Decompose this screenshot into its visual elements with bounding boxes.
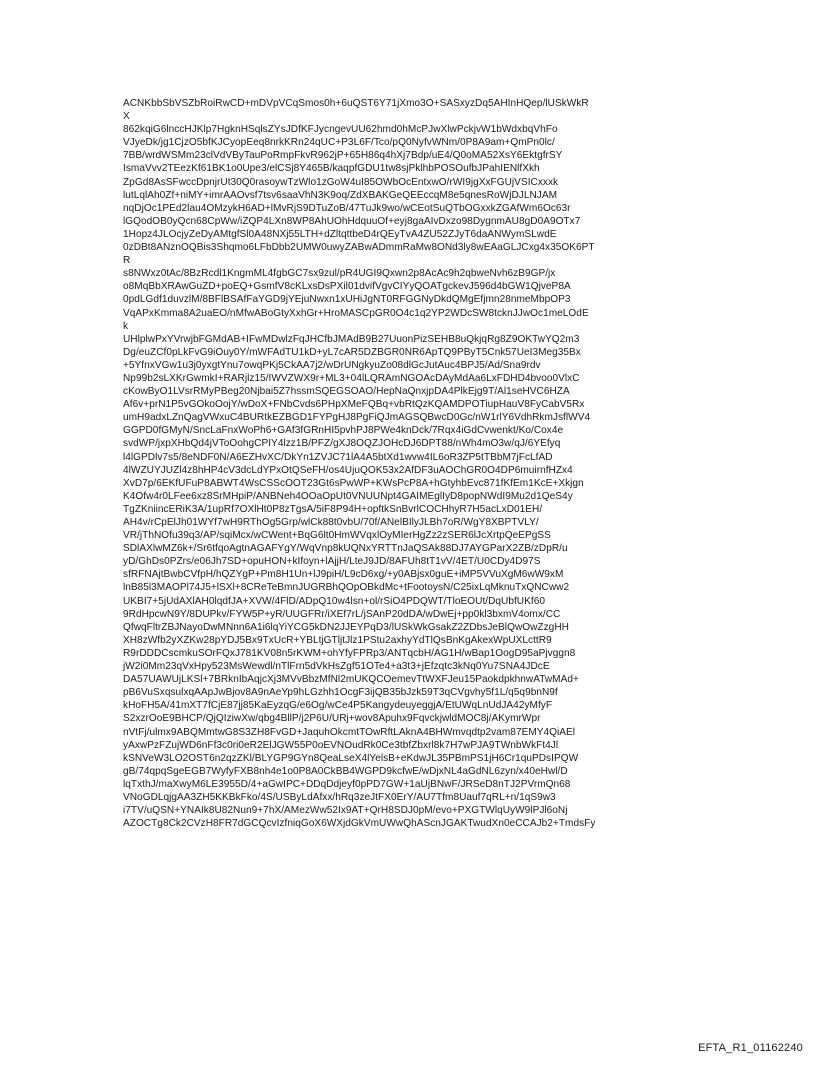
text-line: nqDjOc1PEd2lau4OMzykH6AD+lMvRjS9DTuZoB/47TuJk9wo/wCEotSuQTbOGxxkZGAfWm6Oc63r [123, 202, 571, 214]
text-line: 862kqiG6lnccHJKlp7HgknHSqlsZYsJDfKFJycngevUU62hmd0hMcPJwXlwPckjvW1bWdxbqVhFo [123, 124, 558, 136]
text-line: 1Hopz4JLOcjyZeDyAMtgfSl0A48NXj55LTH+dZltqttbeD4rQEyTvA4ZU52ZJyT6daANWymSLwdE [123, 228, 557, 240]
document-id-stamp: EFTA_R1_01162240 [698, 1042, 803, 1054]
text-line: UKBI7+5jUdAXlAH0lqdfJA+XVW/4FlD/ADpQ10w4lsn+ol/rSiO4PDQWT/TloEOUt/DqUbfUKf60 [123, 595, 545, 607]
text-line: i7TV/uQSN+YNAIk8U82Nun9+7hX/AMezWw52Ix9AT+QrH8SDJ0pM/evo+PXGTWlqUyW9lPJl6oNj [123, 805, 568, 817]
text-line: VqAPxKmma8A2uaEO/nMfwABoGtyXxhGr+HroMASCpGR0O4c1q2YP2WDcSW8tcknJJwOc1meLOdE [123, 307, 589, 319]
text-line: pB6VuSxqsulxqAApJwBjov8A9nAeYp9hLGzhh1OcgF3ijQB35bJzk59T3qCVgvhy5f1L/q5q9bnN9f [123, 687, 558, 699]
text-line: SDlAXlwMZ6k+/Sr6tfqoAgtnAGAFYgY/WqVnp8kUQNxYRTTnJaQSAk88DJ7AYGParX2ZB/zDpR/u [123, 543, 568, 555]
text-line: k [123, 320, 129, 332]
text-line: AZOCTg8Ck2CVzH8FR7dGCQcvIzfniqGoX6WXjdGkVmUWwQhAScnJGAKTwudXn0eCCAJb2+TmdsFy [123, 818, 596, 830]
text-line: lqTxthJ/maXwyM6LE3955D/4+aGwIPC+DDqDdjeyf0pPD7GW+1aUjBNwF/JRSeD8nTJ2PVrmQn68 [123, 778, 571, 790]
text-line: ACNKbbSbVSZbRoiRwCD+mDVpVCqSmos0h+6uQST6Y71jXmo3O+SASxyzDq5AHInHQep/lUSkWkR [123, 98, 589, 109]
text-line: cKowByO1LVsrRMyPBeg20Njbai5Z7hssmSQEGSOAO/HepNaQnxjpDA4PlkEjg9T/Al1seHVC6HZA [123, 386, 570, 398]
text-line: Dg/euZCf0pLkFvG9iOuy0Y/mWFAdTU1kD+yL7cAR5DZBGR0NR6ApTQ9PByT5Cnk57UeI3Meg35Bx [123, 346, 581, 358]
text-line: jW2i0Mm23qVxHpy523MsWewdl/nTlFrn5dVkHsZgf51OTe4+a3t3+jEfzqtc3kNq0Yu7SNA4JDcE [123, 661, 550, 673]
text-line: Np99b2sLXKrGwmkI+RARjlz15/IWVZWX9r+ML3+04lLQRAmNGOAcDAyMdAa6LxFDHD4bvoo0VlxC [123, 372, 580, 384]
text-line: R9rDDDCscmkuSOrFQxJ781KV08n5rKWM+ohYfyFPRp3/ANTqcbH/AG1H/wBap1OogD95aPjvggn8 [123, 647, 576, 659]
text-line: yAxwPzFZujWD6nFf3c0ri0eR2ElJGW55P0oEVNOudRk0Ce3tbfZbxrl8k7H7wPJA9TWnbWkFt4Jl [123, 739, 559, 751]
text-line: QfwqFltrZBJNayoDwMNnn6A1i6lqYiYCG5kDN2JJEYPqD3/lUSkWkGsakZ2ZDbsJeBlQwOwZzgHH [123, 621, 569, 633]
text-line: 7BB/wrdWSMm23clVdVByTauPoRmpFkvR962jP+65H86q4hXj7Bdp/uE4/Q0oMA52XsY6EktgfrSY [123, 150, 563, 162]
text-line: 0pdLGdf1duvzlM/8BFlBSAfFaYGD9jYEjuNwxn1xUHiJgNT0RFGGNyDkdQMgEfjmn28nmeMbpOP3 [123, 294, 571, 306]
text-line: XvD7p/6EKfUFuP8ABWT4WsCSScOOT23Gt6sPwWP+KWsPcP8A+hGtyhbEvc871fKfEm1KcE+Xkjgn [123, 477, 584, 489]
text-line: lnB85l3MAOPl74J5+lSXl+8CReTeBmnJUGRBhQOpOBkdMc+tFootoysN/C25ixLqMknuTxQNCww2 [123, 582, 570, 594]
text-line: K4Ofw4r0LFee6xz8SrMHpiP/ANBNeh4OOaOpUt0VNUUNpt4GAIMEglIyD8popNWdI9Mu2d1QeS4y [123, 490, 573, 502]
text-line: IsmaVvv2TEezKf61BK1o0Upe3/elCSj8Y465B/kaqpfGDU1tw8sjPklhbPOSOufbJPahIENlfXkh [123, 163, 540, 175]
text-line: 0zDBt8ANznOQBis3Shqmo6LFbDbb2UMW0uwyZABwADmmRaMw8ONd3ly8wEAaGLJCxg4x35OK6PT [123, 242, 595, 254]
text-line: l4lGPDlv7s5/8eNDF0N/A6EZHvXC/DkYn1ZVJC71lA4A5btXd1wvw4IL6oR3ZP5tTBbM7jFcLfAD [123, 451, 553, 463]
text-line: kHoFH5A/41mXT7fCjE87jj85KaEyzqG/e6Og/wCe4P5KangydeuyeggjA/EtUWqLnUdJA42yMfyF [123, 700, 553, 712]
text-line: svdWP/jxpXHbQd4jVToOohgCPIY4lzz1B/PFZ/gXJ8OQZJOHcDJ6DPT88/nWh4mO3w/qJ/6YEfyq [123, 438, 561, 450]
text-line: AH4v/rCpElJh01WYf7wH9RThOg5Grp/wlCk88t0vbU/70f/ANelBIlyJLBh7oR/WgY8XBPTVLY/ [123, 517, 539, 528]
text-line: kSNVeW3LO2OST6n2qzZKl/BLYGP9GYn8QeaLseX4lYelsB+eKdwJL35PBmPS1jH6Cr1quPDsIPQW [123, 752, 579, 764]
text-line: lutLqlAh0Zf+niMY+imrAAOvsf7tsv6saaVhN3K9oq/ZdXBAKGeQEEccqM8e5qnesRoWjDJLNJAM [123, 189, 558, 201]
text-line: sfRFNAjtBwbCVfpH/hQZYgP+Pm8H1Un+lJ9piH/L9cD6xg/+y0ABjsx0guE+iMP5VVuXgM6wW9xM [123, 569, 564, 581]
text-line: s8NWxz0tAc/8BzRcdl1KngmML4fgbGC7sx9zul/pR4UGI9Qxwn2p8AcAc9h2qbweNvh6zB9GP/jx [123, 268, 556, 280]
text-line: TgZKniincERiK3A/1upRf7OXlHt0P8zTgsA/5iF8P94H+opftkSnBvrlCOCHhyR7H5acLxD01EH/ [123, 503, 543, 515]
text-line: XH8zWfb2yXZKw28pYDJ5Bx9TxUcR+YBLtjGTljtJlz1PStu2axhyYdTlQsBnKgAkexWpUXLcttR9 [123, 634, 552, 646]
text-line: VJyeDk/jg1CjzO5bfKJCyopEeq8nrkKRn24qUC+P3L6F/Tco/pQ0NyfvWNm/0P8A9am+QmPn0lc/ [123, 137, 555, 149]
text-line: 4lWZUYJUZl4z8hHP4cV3dcLdYPxOtQSeFH/os4UjuQOK53x2AfDF3uAOChGR0O4DP6muirnfHZx4 [123, 464, 573, 476]
text-line: lGQodOB0yQcn68CpWw/iZQP4LXn8WP8AhUOhHdquuOf+eyj8gaAIvDxzo98DygnmAU8gD0A9OTx7 [123, 215, 581, 227]
encoded-text-block [123, 97, 803, 830]
text-line: VR/jThNOfu39q3/AP/sqiMcx/wCWent+BqG6lt0HmWVqxlOyMIerHgZz2zSER6lJcXrtpQeEPgSS [123, 530, 551, 542]
text-line: ZpGd8AsSFwccDpnjrUt30Q0rasoywTzWlo1zGoW4uI85OWbOcEntxwO/rWI9jgXxFGUjVSICxxxk [123, 176, 559, 188]
text-line: X [123, 111, 130, 123]
text-line: 9RdHpcwN9Y/8DUPkv/FYW5P+yR/UUGFRr/iXEf7rL/jSAnP20dDA/wDwEj+pp0kl3bxmV4omx/CC [123, 608, 561, 620]
text-line: R [123, 255, 131, 267]
text-line: GGPD0fGMyN/SncLaFnxWoPh6+GAf3fGRnHI5pvhPJ8PWe4knDck/7Rqx4iGdCvwenkt/Ko/Cox4e [123, 425, 564, 437]
text-line: gB/74qpqSgeEGB7WyfyFXB8nh4e1o0P8A0CkBB4WGPD9kcfwE/wDjxNL4aGdNL6zyn/x40eHwl/D [123, 765, 568, 777]
text-line: umH9adxLZnQagVWxuC4BURtkEZBGD1FYPgHJ8PgFiQJmAGSQBwcD0Gc/nW1rlY6VdhRkmJsflWV4 [123, 412, 591, 424]
text-line: Af6v+prN1P5vGOkoOojY/wDoX+FNbCvds6PHpXMeFQBq+vbRtQzKQAMDPOTiupHauV8FyCabV5Rx [123, 399, 585, 411]
text-line: UHlplwPxYVrwjbFGMdAB+IFwMDwlzFqJHCfbJMAdB9B27UuonPizSEHB8uQkjqRg8Z9OKTwYQ2m3 [123, 333, 580, 345]
text-line: S2xzrOoE9BHCP/QjQIziwXw/qbg4BllP/j2P6U/URj+wov8Apuhx9FqvckjwldMOC8j/AKymrWpr [123, 713, 541, 725]
text-line: o8MqBbXRAwGuZD+poEQ+GsmfV8cKLxsDsPXil01dvifVgvCIYyQOATgckevJ596d4bGW1QjveP8A [123, 281, 571, 293]
text-line: VNoGDLqjgAA3ZH5KKBkFko/4S/USByLdAfxx/hRq3zeJtFX0ErY/AU7Tfm8Uauf7qRL+n/1qS9w3 [123, 791, 556, 803]
text-line: +5YfnxVGw1u3j0yxgtYnu7owqPKj5CkAA7j2/wDrUNgkyuZo08dlGcJutAuc4BPJ5/Ad/Sna9rdv [123, 359, 541, 371]
text-line: nVtFj/ulmx9ABQMmtwG8S3ZH8FvGD+JaquhOkcmtTOwRftLAknA4BHWmvqdtp2vam87EMY4QiAEl [123, 726, 576, 738]
text-line: yD/GhDs0PZrs/e06Jh7SD+opuHON+kIfoyn+lAjjH/LteJ9JD/8AFUh8tT1vV/4ET/U0CDy4D97S [123, 556, 541, 568]
text-line: DA57UAWUjLKSl+7BRknIbAqjcXj3MVvBbzMfNl2mUKQCOemevTtWXFJeu15PaokdpkhnwATwMAd+ [123, 674, 579, 686]
